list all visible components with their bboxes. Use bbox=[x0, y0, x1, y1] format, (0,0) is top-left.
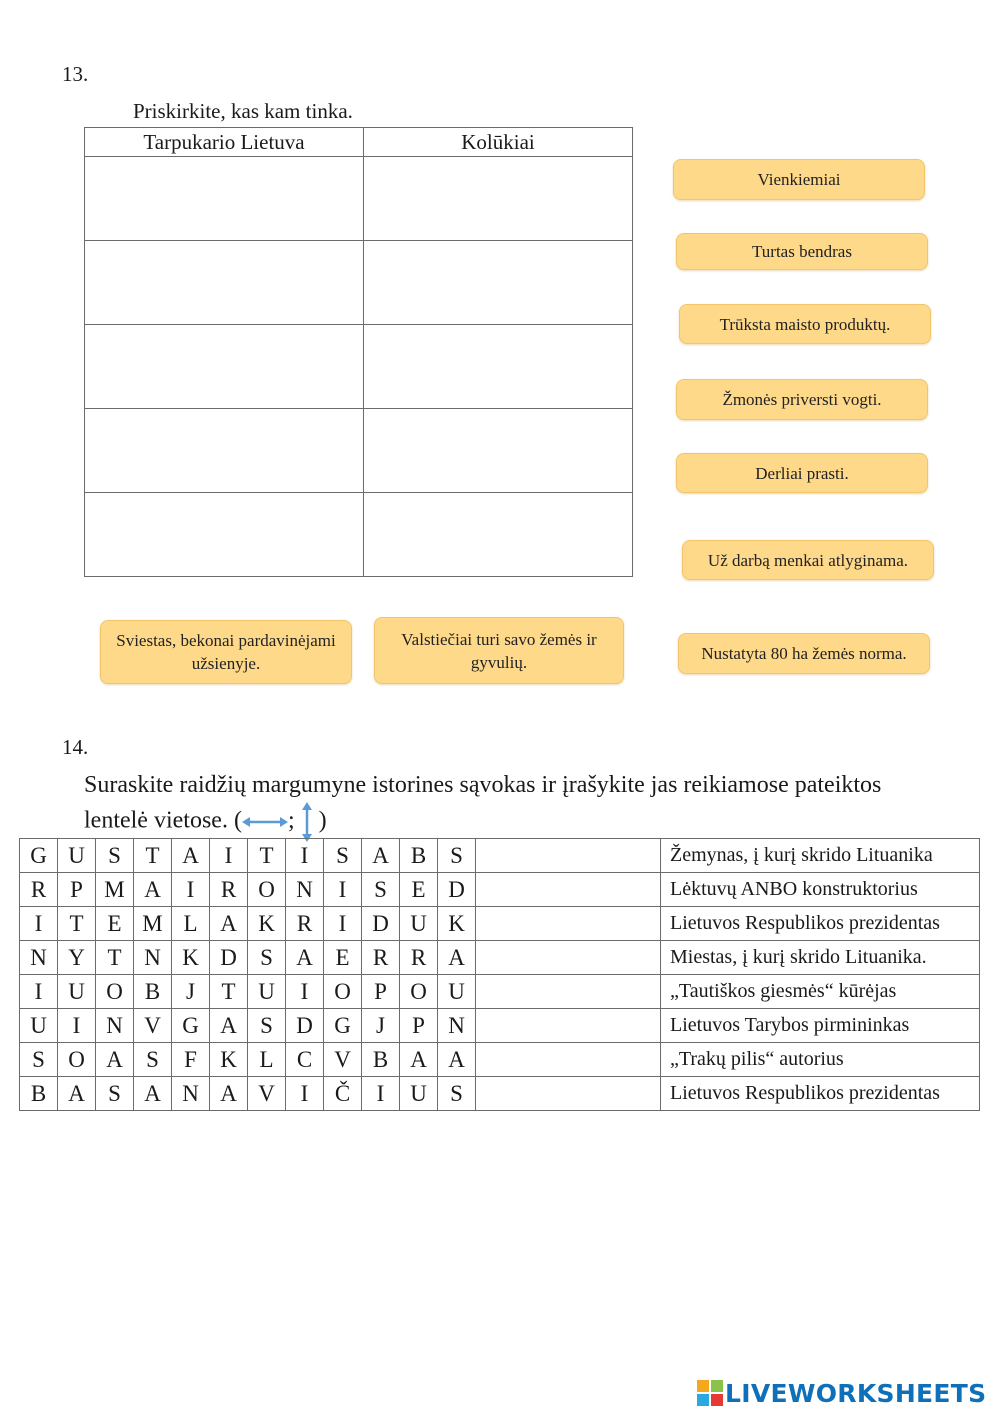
vertical-double-arrow-icon bbox=[299, 802, 315, 842]
grid-letter-cell: B bbox=[362, 1043, 400, 1077]
grid-letter-cell: G bbox=[172, 1009, 210, 1043]
answer-input-cell[interactable] bbox=[476, 907, 661, 941]
answer-input-cell[interactable] bbox=[476, 873, 661, 907]
drag-card-zmones-priversti-vogti[interactable]: Žmonės priversti vogti. bbox=[676, 379, 928, 420]
grid-letter-cell: B bbox=[134, 975, 172, 1009]
grid-letter-cell: I bbox=[210, 839, 248, 873]
grid-letter-cell: O bbox=[248, 873, 286, 907]
question-13-number: 13. bbox=[62, 62, 89, 86]
word-search-row bbox=[20, 941, 980, 975]
clue-cell: Miestas, į kurį skrido Lituanika. bbox=[661, 941, 980, 975]
grid-letter-cell: N bbox=[172, 1077, 210, 1111]
answer-input-cell[interactable] bbox=[476, 1043, 661, 1077]
grid-letter-cell: S bbox=[134, 1043, 172, 1077]
grid-letter-cell: I bbox=[20, 975, 58, 1009]
grid-letter-cell: C bbox=[286, 1043, 324, 1077]
grid-letter-cell: S bbox=[438, 839, 476, 873]
grid-letter-cell: A bbox=[438, 1043, 476, 1077]
clue-cell: Žemynas, į kurį skrido Lituanika bbox=[661, 839, 980, 873]
grid-letter-cell: A bbox=[134, 873, 172, 907]
grid-letter-cell: O bbox=[400, 975, 438, 1009]
grid-letter-cell: D bbox=[210, 941, 248, 975]
grid-letter-cell: K bbox=[248, 907, 286, 941]
drop-zone-right-5[interactable] bbox=[364, 493, 633, 577]
word-search-row bbox=[20, 907, 980, 941]
grid-letter-cell: E bbox=[400, 873, 438, 907]
grid-letter-cell: U bbox=[400, 907, 438, 941]
grid-letter-cell: M bbox=[96, 873, 134, 907]
drag-card-valstieciai-turi-zemes[interactable]: Valstiečiai turi savo žemės ir gyvulių. bbox=[374, 617, 624, 684]
grid-letter-cell: P bbox=[58, 873, 96, 907]
grid-letter-cell: A bbox=[400, 1043, 438, 1077]
grid-letter-cell: A bbox=[210, 1009, 248, 1043]
question-14-number: 14. bbox=[62, 735, 89, 759]
grid-letter-cell: V bbox=[324, 1043, 362, 1077]
grid-letter-cell: A bbox=[362, 839, 400, 873]
clue-cell: Lėktuvų ANBO konstruktorius bbox=[661, 873, 980, 907]
sorting-table bbox=[84, 127, 633, 577]
grid-letter-cell: U bbox=[438, 975, 476, 1009]
grid-letter-cell: L bbox=[248, 1043, 286, 1077]
drop-zone-left-5[interactable] bbox=[85, 493, 364, 577]
grid-letter-cell: U bbox=[248, 975, 286, 1009]
grid-letter-cell: Č bbox=[324, 1077, 362, 1111]
grid-letter-cell: I bbox=[172, 873, 210, 907]
word-search-row bbox=[20, 839, 980, 873]
grid-letter-cell: A bbox=[96, 1043, 134, 1077]
drag-card-uz-darba-menkai[interactable]: Už darbą menkai atlyginama. bbox=[682, 540, 934, 580]
grid-letter-cell: I bbox=[286, 1077, 324, 1111]
grid-letter-cell: S bbox=[20, 1043, 58, 1077]
drag-card-turtas-bendras[interactable]: Turtas bendras bbox=[676, 233, 928, 270]
grid-letter-cell: S bbox=[248, 941, 286, 975]
grid-letter-cell: O bbox=[96, 975, 134, 1009]
clue-cell: „Tautiškos giesmės“ kūrėjas bbox=[661, 975, 980, 1009]
drag-card-vienkiemiai[interactable]: Vienkiemiai bbox=[673, 159, 925, 200]
grid-letter-cell: V bbox=[248, 1077, 286, 1111]
drop-zone-left-2[interactable] bbox=[85, 241, 364, 325]
grid-letter-cell: T bbox=[58, 907, 96, 941]
grid-letter-cell: A bbox=[438, 941, 476, 975]
grid-letter-cell: B bbox=[400, 839, 438, 873]
grid-letter-cell: J bbox=[172, 975, 210, 1009]
grid-letter-cell: E bbox=[96, 907, 134, 941]
grid-letter-cell: A bbox=[172, 839, 210, 873]
column-header-tarpukario-lietuva: Tarpukario Lietuva bbox=[85, 128, 364, 157]
instruction-line-2-start: lentelė vietose. ( bbox=[84, 807, 242, 834]
grid-letter-cell: S bbox=[96, 839, 134, 873]
grid-letter-cell: A bbox=[210, 907, 248, 941]
grid-letter-cell: T bbox=[96, 941, 134, 975]
grid-letter-cell: N bbox=[286, 873, 324, 907]
grid-letter-cell: U bbox=[58, 975, 96, 1009]
drop-zone-left-4[interactable] bbox=[85, 409, 364, 493]
drag-card-sviestas-bekonai[interactable]: Sviestas, bekonai pardavinėjami užsienyje. bbox=[100, 620, 352, 684]
grid-letter-cell: U bbox=[400, 1077, 438, 1111]
instruction-line-1: Suraskite raidžių margumyne istorines sąvokas ir įrašykite jas reikiamose pateiktos bbox=[84, 772, 882, 798]
grid-letter-cell: I bbox=[58, 1009, 96, 1043]
grid-letter-cell: L bbox=[172, 907, 210, 941]
grid-letter-cell: K bbox=[438, 907, 476, 941]
answer-input-cell[interactable] bbox=[476, 941, 661, 975]
grid-letter-cell: R bbox=[286, 907, 324, 941]
horizontal-double-arrow-icon bbox=[242, 812, 288, 832]
grid-letter-cell: S bbox=[362, 873, 400, 907]
word-search-table bbox=[19, 838, 980, 1111]
word-search-row bbox=[20, 873, 980, 907]
answer-input-cell[interactable] bbox=[476, 1009, 661, 1043]
grid-letter-cell: B bbox=[20, 1077, 58, 1111]
grid-letter-cell: D bbox=[438, 873, 476, 907]
grid-letter-cell: U bbox=[20, 1009, 58, 1043]
grid-letter-cell: P bbox=[400, 1009, 438, 1043]
clue-cell: Lietuvos Respublikos prezidentas bbox=[661, 1077, 980, 1111]
grid-letter-cell: E bbox=[324, 941, 362, 975]
grid-letter-cell: D bbox=[286, 1009, 324, 1043]
clue-cell: „Trakų pilis“ autorius bbox=[661, 1043, 980, 1077]
grid-letter-cell: J bbox=[362, 1009, 400, 1043]
grid-letter-cell: R bbox=[362, 941, 400, 975]
grid-letter-cell: I bbox=[324, 873, 362, 907]
grid-letter-cell: K bbox=[210, 1043, 248, 1077]
word-search-row bbox=[20, 1077, 980, 1111]
grid-letter-cell: R bbox=[20, 873, 58, 907]
grid-letter-cell: T bbox=[248, 839, 286, 873]
liveworksheets-brand bbox=[697, 1376, 986, 1410]
column-header-kolukiai: Kolūkiai bbox=[364, 128, 633, 157]
grid-letter-cell: M bbox=[134, 907, 172, 941]
grid-letter-cell: S bbox=[438, 1077, 476, 1111]
grid-letter-cell: R bbox=[210, 873, 248, 907]
word-search-row bbox=[20, 1009, 980, 1043]
drag-card-derliai-prasti[interactable]: Derliai prasti. bbox=[676, 453, 928, 493]
drop-zone-left-1[interactable] bbox=[85, 157, 364, 241]
grid-letter-cell: N bbox=[20, 941, 58, 975]
answer-input-cell[interactable] bbox=[476, 839, 661, 873]
grid-letter-cell: S bbox=[248, 1009, 286, 1043]
grid-letter-cell: K bbox=[172, 941, 210, 975]
drop-zone-right-1[interactable] bbox=[364, 157, 633, 241]
liveworksheets-logo-icon bbox=[697, 1380, 723, 1406]
drop-zone-right-2[interactable] bbox=[364, 241, 633, 325]
drop-zone-left-3[interactable] bbox=[85, 325, 364, 409]
grid-letter-cell: A bbox=[134, 1077, 172, 1111]
instruction-line-2 bbox=[84, 802, 984, 842]
grid-letter-cell: T bbox=[134, 839, 172, 873]
instruction-separator: ; bbox=[287, 807, 295, 834]
grid-letter-cell: A bbox=[58, 1077, 96, 1111]
clue-cell: Lietuvos Respublikos prezidentas bbox=[661, 907, 980, 941]
grid-letter-cell: I bbox=[324, 907, 362, 941]
grid-letter-cell: I bbox=[286, 839, 324, 873]
answer-input-cell[interactable] bbox=[476, 1077, 661, 1111]
grid-letter-cell: G bbox=[20, 839, 58, 873]
grid-letter-cell: A bbox=[210, 1077, 248, 1111]
grid-letter-cell: U bbox=[58, 839, 96, 873]
instruction-line-2-end: ) bbox=[318, 807, 327, 834]
grid-letter-cell: F bbox=[172, 1043, 210, 1077]
answer-input-cell[interactable] bbox=[476, 975, 661, 1009]
grid-letter-cell: I bbox=[286, 975, 324, 1009]
drop-zone-right-4[interactable] bbox=[364, 409, 633, 493]
grid-letter-cell: S bbox=[96, 1077, 134, 1111]
drag-card-nustatyta-80-ha[interactable]: Nustatyta 80 ha žemės norma. bbox=[678, 633, 930, 674]
word-search-row bbox=[20, 1043, 980, 1077]
grid-letter-cell: P bbox=[362, 975, 400, 1009]
drag-card-truksta-maisto[interactable]: Trūksta maisto produktų. bbox=[679, 304, 931, 344]
clue-cell: Lietuvos Tarybos pirmininkas bbox=[661, 1009, 980, 1043]
grid-letter-cell: N bbox=[134, 941, 172, 975]
drop-zone-right-3[interactable] bbox=[364, 325, 633, 409]
word-search-row bbox=[20, 975, 980, 1009]
grid-letter-cell: D bbox=[362, 907, 400, 941]
question-14-instruction bbox=[84, 768, 984, 842]
grid-letter-cell: I bbox=[362, 1077, 400, 1111]
grid-letter-cell: O bbox=[58, 1043, 96, 1077]
grid-letter-cell: O bbox=[324, 975, 362, 1009]
grid-letter-cell: V bbox=[134, 1009, 172, 1043]
grid-letter-cell: Y bbox=[58, 941, 96, 975]
grid-letter-cell: S bbox=[324, 839, 362, 873]
grid-letter-cell: N bbox=[438, 1009, 476, 1043]
question-13-instruction: Priskirkite, kas kam tinka. bbox=[133, 99, 353, 123]
grid-letter-cell: N bbox=[96, 1009, 134, 1043]
grid-letter-cell: A bbox=[286, 941, 324, 975]
grid-letter-cell: G bbox=[324, 1009, 362, 1043]
grid-letter-cell: T bbox=[210, 975, 248, 1009]
brand-name: LIVEWORKSHEETS bbox=[725, 1378, 987, 1408]
grid-letter-cell: R bbox=[400, 941, 438, 975]
grid-letter-cell: I bbox=[20, 907, 58, 941]
